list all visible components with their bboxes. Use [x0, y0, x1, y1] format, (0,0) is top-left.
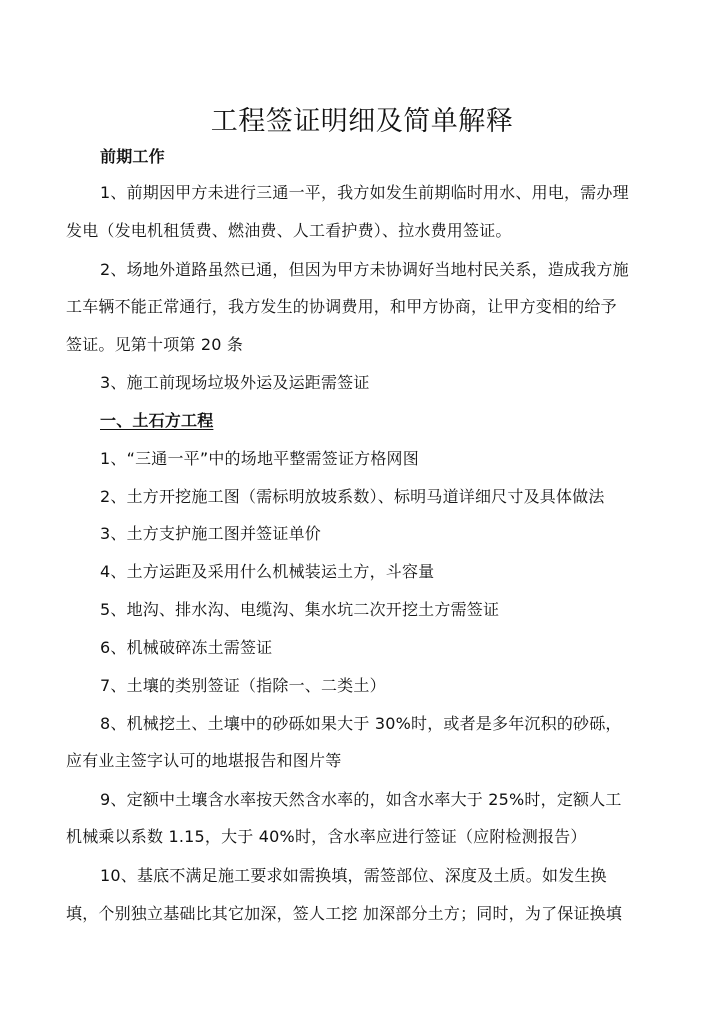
paragraph-line: 10、基底不满足施工要求如需换填，需签部位、深度及土质。如发生换 [100, 866, 607, 885]
paragraph-line: 4、土方运距及采用什么机械装运土方，斗容量 [100, 562, 435, 581]
paragraph-line: 9、定额中土壤含水率按天然含水率的，如含水率大于 25%时，定额人工 [100, 790, 622, 809]
section-heading-earthwork: 一、土石方工程 [100, 411, 214, 430]
paragraph-line: 6、机械破碎冻土需签证 [100, 638, 273, 657]
section-heading-pre-work: 前期工作 [100, 147, 165, 166]
document-title: 工程签证明细及简单解释 [210, 106, 514, 137]
paragraph-line: 5、地沟、排水沟、电缆沟、集水坑二次开挖土方需签证 [100, 600, 500, 619]
paragraph-line: 签证。见第十项第 20 条 [66, 335, 244, 354]
paragraph-line: 发电（发电机租赁费、燃油费、人工看护费）、拉水费用签证。 [66, 221, 512, 240]
paragraph-line: 3、施工前现场垃圾外运及运距需签证 [100, 373, 370, 392]
paragraph-line: 8、机械挖土、土壤中的砂砾如果大于 30%时，或者是多年沉积的砂砾， [100, 714, 622, 733]
paragraph-line: 应有业主签字认可的地堪报告和图片等 [66, 751, 342, 770]
paragraph-line: 7、土壤的类别签证（指除一、二类土） [100, 676, 386, 695]
paragraph-line: 2、场地外道路虽然已通，但因为甲方未协调好当地村民关系，造成我方施 [100, 260, 629, 279]
paragraph-line: 填，个别独立基础比其它加深，签人工挖 加深部分土方；同时，为了保证换填 [66, 904, 623, 923]
paragraph-line: 工车辆不能正常通行，我方发生的协调费用，和甲方协商，让甲方变相的给予 [66, 297, 617, 316]
paragraph-line: 3、土方支护施工图并签证单价 [100, 524, 321, 543]
paragraph-line: 机械乘以系数 1.15，大于 40%时，含水率应进行签证（应附检测报告） [66, 827, 587, 846]
paragraph-line: 1、“三通一平”中的场地平整需签证方格网图 [100, 449, 419, 468]
paragraph-line: 1、前期因甲方未进行三通一平，我方如发生前期临时用水、用电，需办理 [100, 183, 629, 202]
paragraph-line: 2、土方开挖施工图（需标明放坡系数）、标明马道详细尺寸及具体做法 [100, 487, 605, 506]
